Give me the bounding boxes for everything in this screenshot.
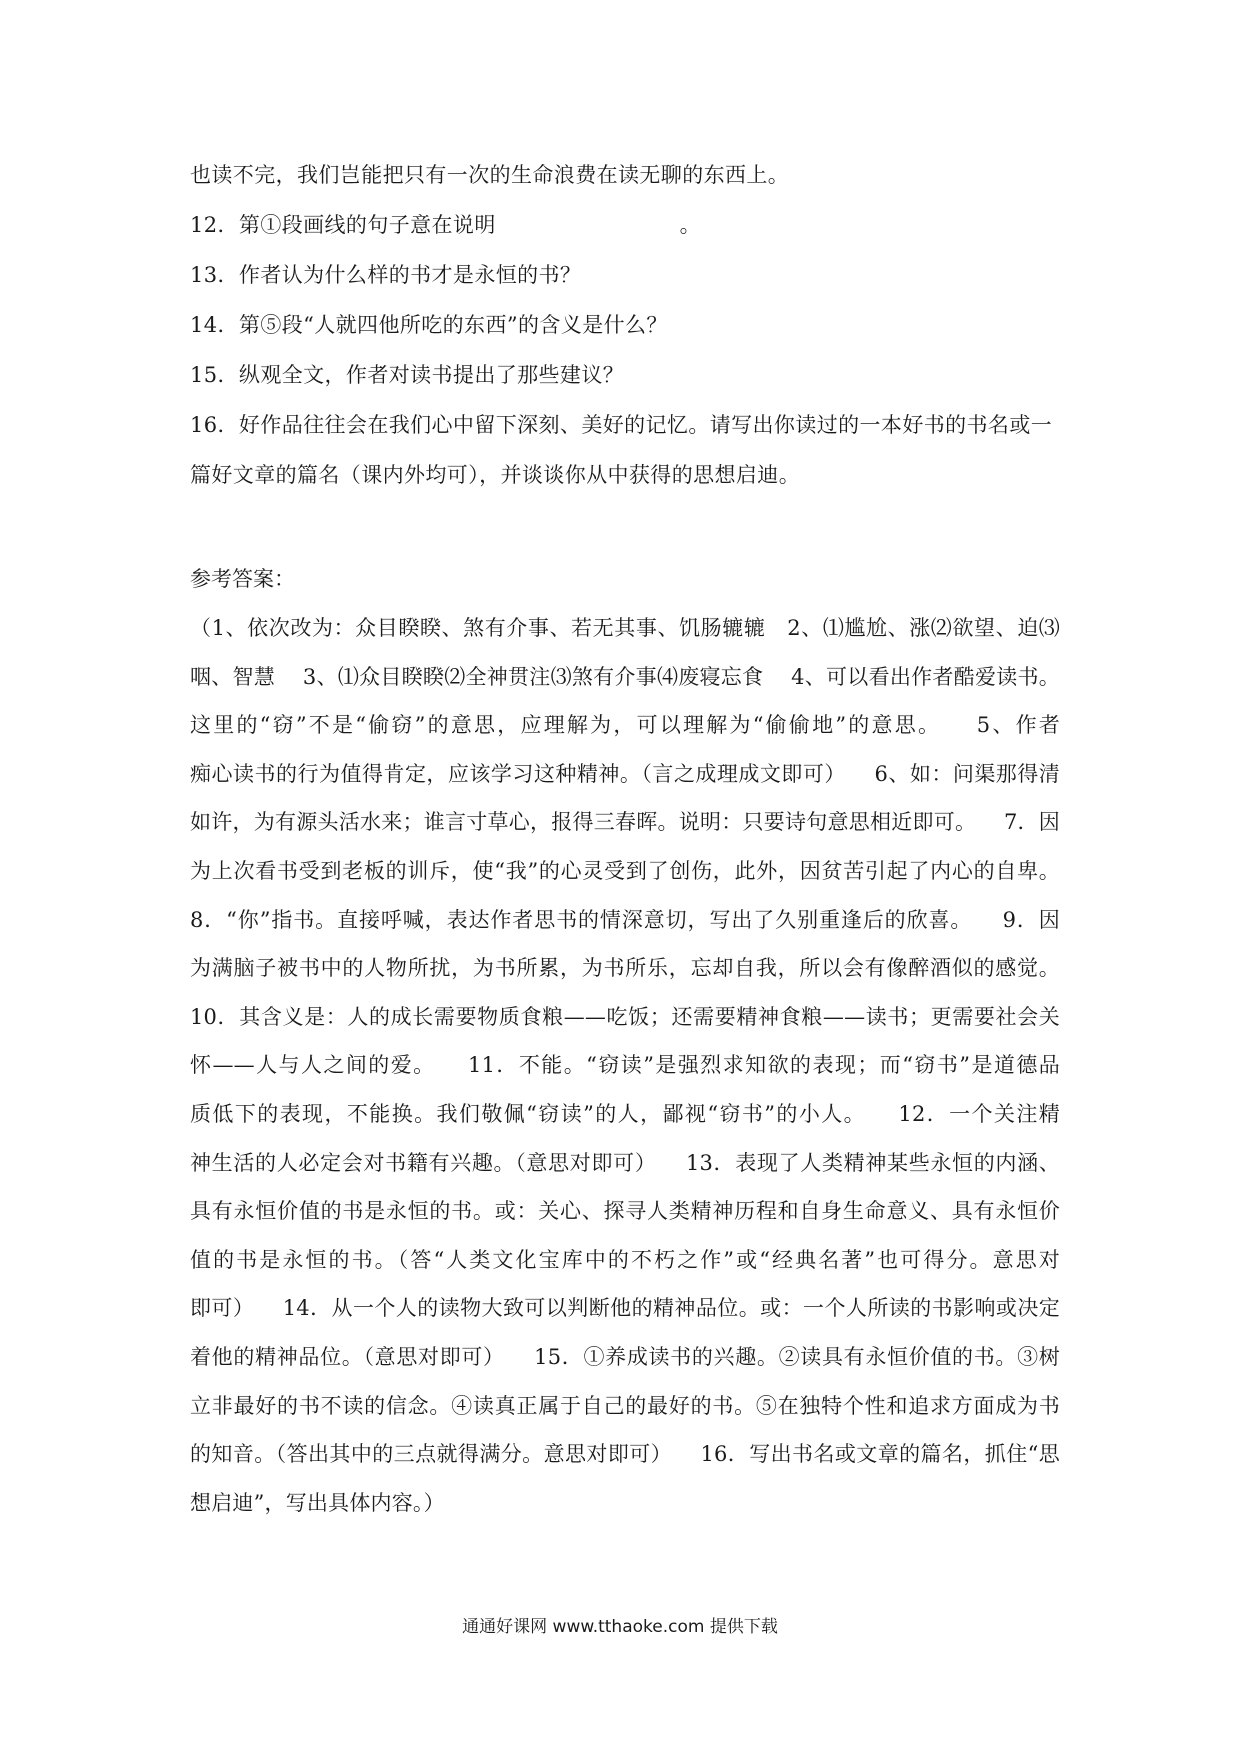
answer-heading: 参考答案： [190, 567, 295, 591]
answer-line: 着他的精神品位。（意思对即可） 15．①养成读书的兴趣。②读具有永恒价值的书。③树 [190, 1344, 1060, 1369]
question-15: 15．纵观全文，作者对读书提出了那些建议？ [190, 363, 625, 387]
question-list [190, 200, 1060, 500]
question-13: 13．作者认为什么样的书才是永恒的书？ [190, 263, 582, 287]
answer-line: 为满脑子被书中的人物所扰，为书所累，为书所乐，忘却自我，所以会有像醉酒似的感觉。 [190, 956, 1060, 981]
answer-text [190, 604, 1060, 1527]
answer-line: 10．其含义是：人的成长需要物质食粮——吃饭；还需要精神食粮——读书；更需要社会关 [190, 1004, 1060, 1029]
answer-line: 具有永恒价值的书是永恒的书。或：关心、探寻人类精神历程和自身生命意义、具有永恒价 [190, 1199, 1060, 1224]
answer-line: 值的书是永恒的书。（答“人类文化宝库中的不朽之作”或“经典名著”也可得分。意思对 [190, 1247, 1060, 1272]
question-16: 16．好作品往往会在我们心中留下深刻、美好的记忆。请写出你读过的一本好书的书名或一 [190, 413, 1053, 437]
answer-line: 这里的“窃”不是“偷窃”的意思，应理解为，可以理解为“偷偷地”的意思。 5、作者 [190, 713, 1060, 738]
answer-line: 质低下的表现，不能换。我们敬佩“窃读”的人，鄙视“窃书”的小人。 12．一个关注精 [190, 1101, 1060, 1126]
document-body [190, 150, 1060, 1527]
answer-line: 立非最好的书不读的信念。④读真正属于自己的最好的书。⑤在独特个性和追求方面成为书 [190, 1393, 1060, 1418]
answer-line: 神生活的人必定会对书籍有兴趣。（意思对即可） 13．表现了人类精神某些永恒的内涵、 [190, 1150, 1060, 1175]
answer-line: 怀——人与人之间的爱。 11．不能。“窃读”是强烈求知欲的表现；而“窃书”是道德品 [190, 1053, 1060, 1078]
answer-line: 痴心读书的行为值得肯定，应该学习这种精神。（言之成理成文即可） 6、如：问渠那得清 [190, 761, 1060, 786]
question-16-continued: 篇好文章的篇名（课内外均可），并谈谈你从中获得的思想启迪。 [190, 463, 801, 487]
intro-line: 也读不完，我们岂能把只有一次的生命浪费在读无聊的东西上。 [190, 163, 790, 187]
answer-line: （1、依次改为：众目睽睽、煞有介事、若无其事、饥肠辘辘 2、⑴尴尬、涨⑵欲望、迫⑶ [190, 616, 1060, 640]
question-12: 12．第①段画线的句子意在说明 。 [190, 213, 702, 237]
answer-line: 8．“你”指书。直接呼喊，表达作者思书的情深意切，写出了久别重逢后的欣喜。 9．因 [190, 907, 1060, 932]
answer-line: 想启迪”，写出具体内容。） [190, 1490, 445, 1515]
page-footer: 通通好课网 www.tthaoke.com 提供下载 [462, 1617, 778, 1637]
answer-line: 如许，为有源头活水来；谁言寸草心，报得三春晖。说明：只要诗句意思相近即可。 7．因 [190, 810, 1060, 835]
answer-line: 即可） 14．从一个人的读物大致可以判断他的精神品位。或：一个人所读的书影响或决定 [190, 1296, 1060, 1321]
section-gap [190, 500, 1060, 554]
answer-line: 咽、智慧 3、⑴众目睽睽⑵全神贯注⑶煞有介事⑷废寝忘食 4、可以看出作者酷爱读书。 [190, 664, 1060, 689]
question-14: 14．第⑤段“人就四他所吃的东西”的含义是什么？ [190, 313, 668, 337]
answer-line: 为上次看书受到老板的训斥，使“我”的心灵受到了创伤，此外，因贫苦引起了内心的自卑。 [190, 858, 1060, 883]
answer-line: 的知音。（答出其中的三点就得满分。意思对即可） 16．写出书名或文章的篇名，抓住“思 [190, 1442, 1060, 1467]
